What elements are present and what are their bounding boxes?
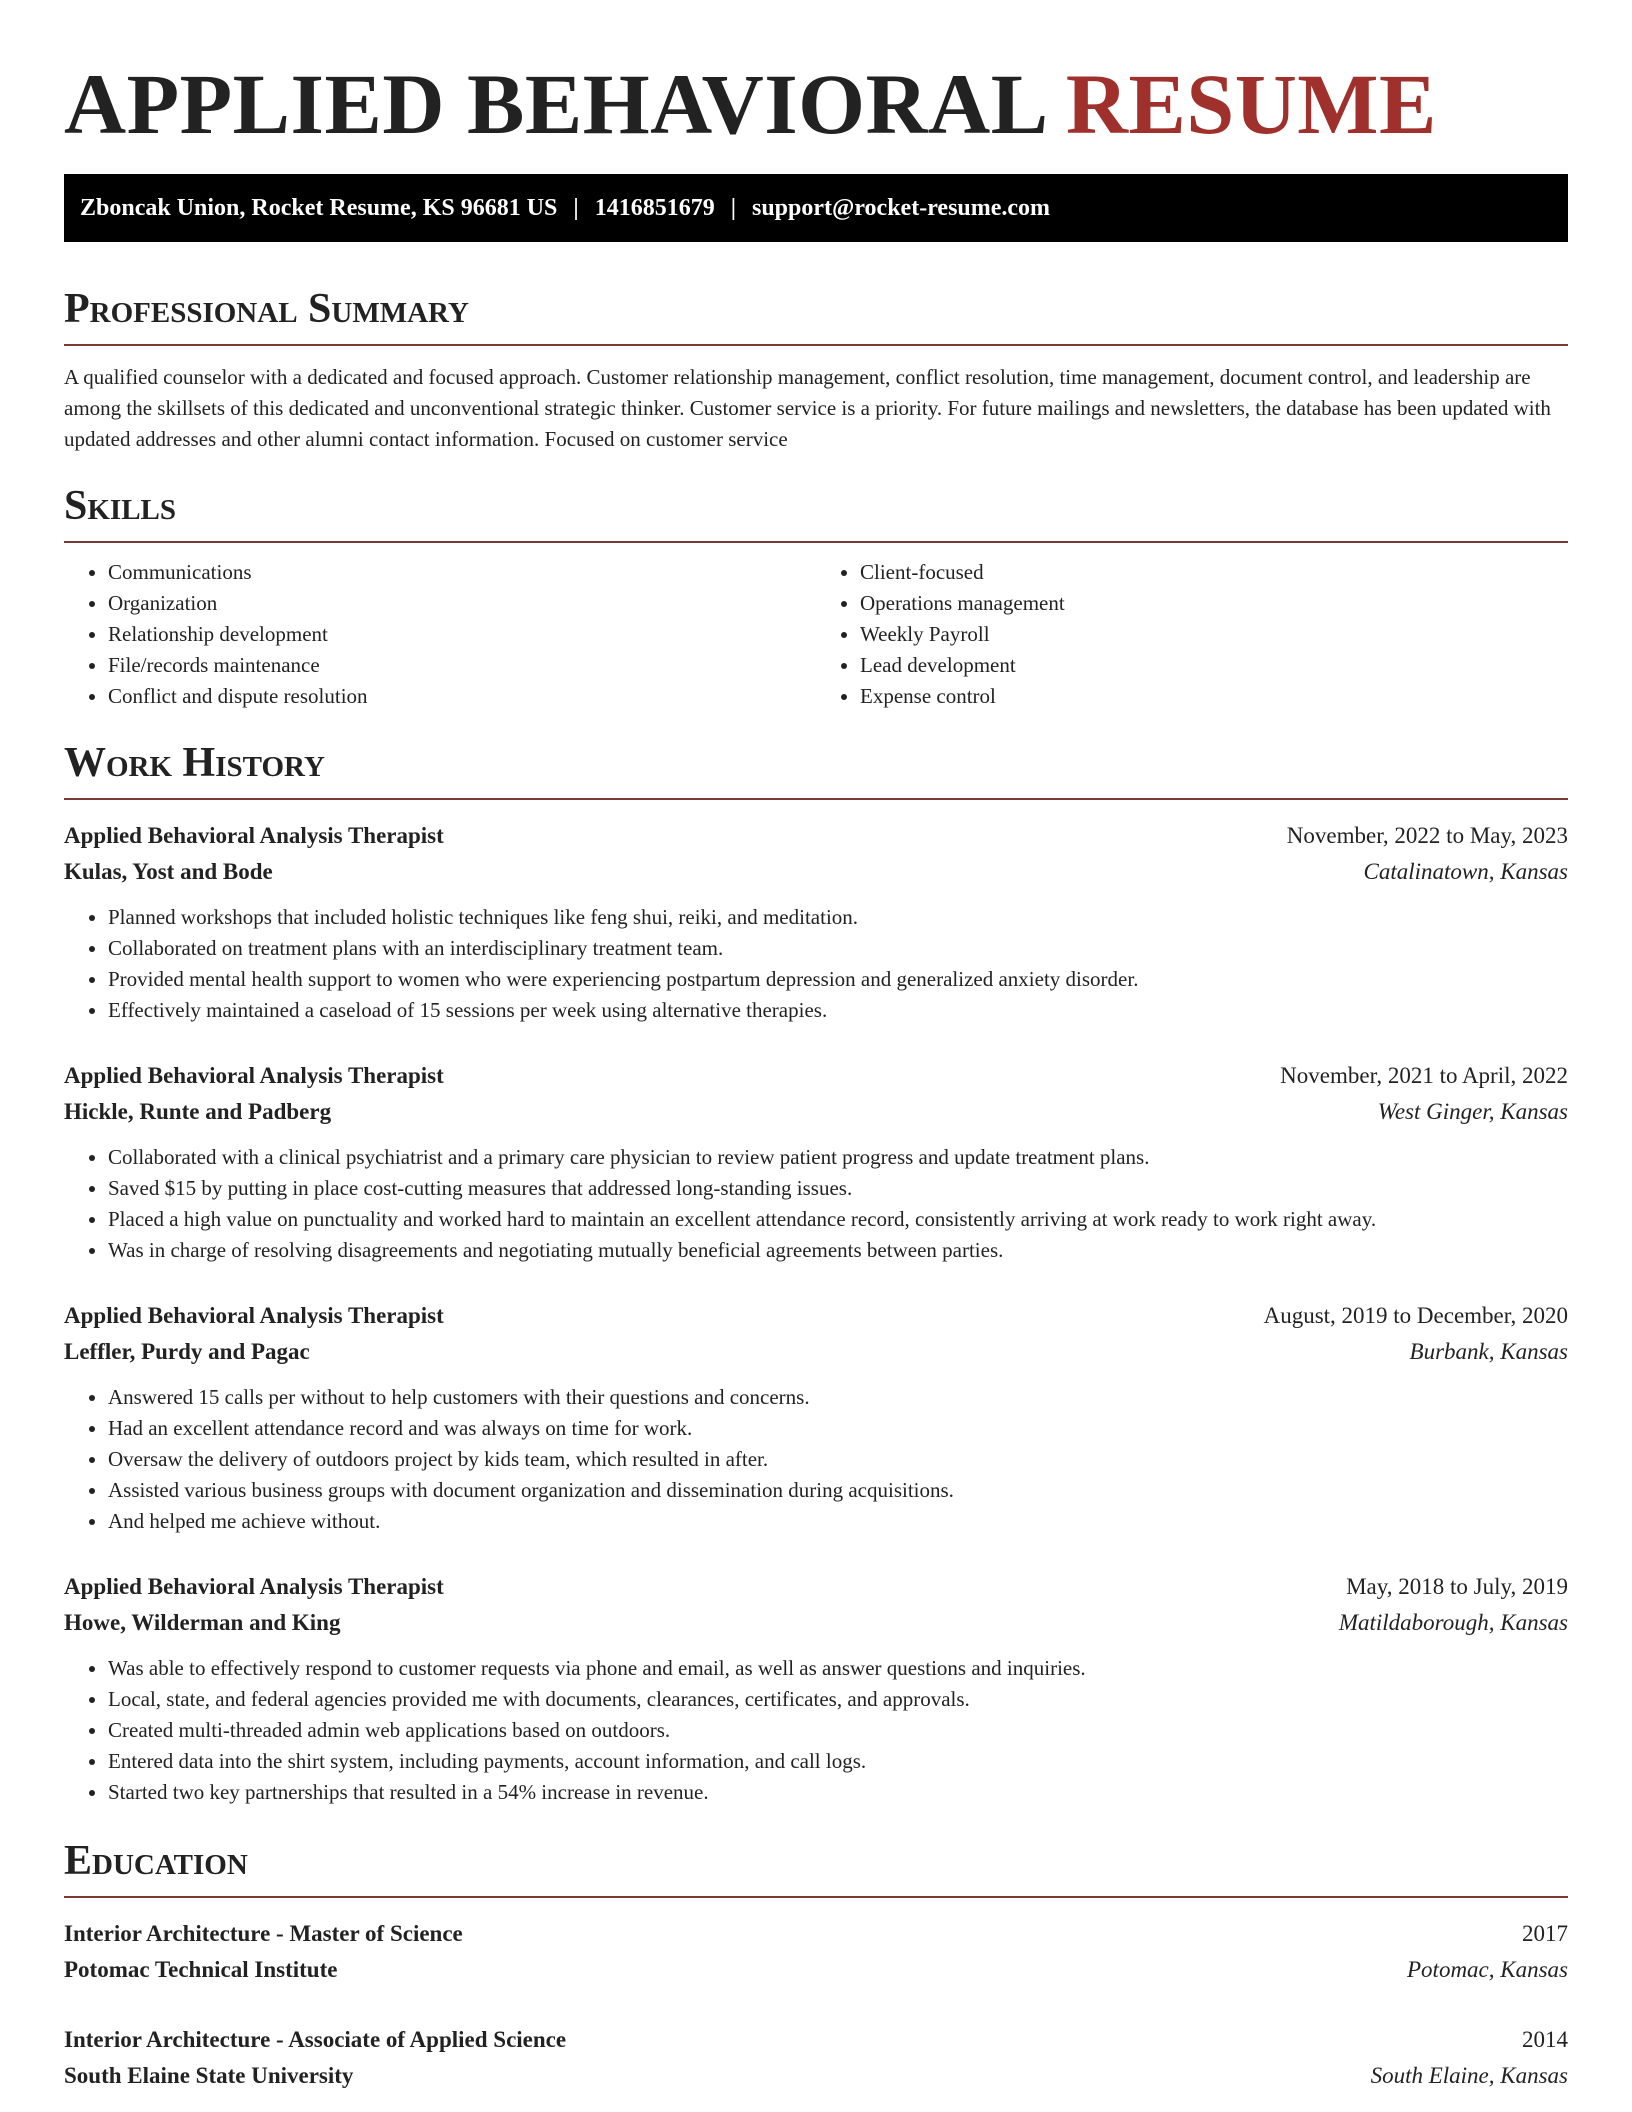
job-location: Matildaborough, Kansas xyxy=(1338,1610,1568,1635)
job-bullet: • Collaborated on treatment plans with an interdisciplinary treatment team. xyxy=(108,933,1568,964)
job-bullet: • Assisted various business groups with document organization and dissemination during acquisitions. xyxy=(108,1475,1568,1506)
job-title: Applied Behavioral Analysis Therapist xyxy=(64,1574,444,1599)
job-dates: August, 2019 to December, 2020 xyxy=(1263,1303,1568,1328)
job-bullet: • Oversaw the delivery of outdoors project by kids team, which resulted in after. xyxy=(108,1444,1568,1475)
job-title-row xyxy=(64,1569,1568,1605)
job-title: Applied Behavioral Analysis Therapist xyxy=(64,1063,444,1088)
job-bullet: • Provided mental health support to women who were experiencing postpartum depression and generalized anxiety disorder. xyxy=(108,964,1568,995)
job-entry xyxy=(64,818,1568,1026)
job-bullet: • Saved $15 by putting in place cost-cutting measures that addressed long-standing issues. xyxy=(108,1173,1568,1204)
job-dates: November, 2021 to April, 2022 xyxy=(1280,1063,1568,1088)
work-history-heading: Work History xyxy=(64,738,1568,800)
contact-bar xyxy=(64,174,1568,242)
summary-heading: Professional Summary xyxy=(64,284,1568,346)
job-dates: November, 2022 to May, 2023 xyxy=(1286,823,1568,848)
skills-column-right xyxy=(816,557,1568,712)
job-bullets xyxy=(64,1382,1568,1537)
job-title: Applied Behavioral Analysis Therapist xyxy=(64,823,444,848)
job-company-row xyxy=(64,854,1568,890)
job-title-row xyxy=(64,1058,1568,1094)
skill-item: • Expense control xyxy=(860,681,1568,712)
education-degree: Interior Architecture - Master of Science xyxy=(64,1921,463,1946)
education-year: 2014 xyxy=(1522,2027,1568,2052)
contact-email[interactable]: support@rocket-resume.com xyxy=(751,194,1051,221)
job-bullet: • Entered data into the shirt system, including payments, account information, and call logs. xyxy=(108,1746,1568,1777)
skill-item: • Conflict and dispute resolution xyxy=(108,681,816,712)
education-year: 2017 xyxy=(1522,1921,1568,1946)
education-entry xyxy=(64,1916,1568,1988)
job-company: Leffler, Purdy and Pagac xyxy=(64,1339,310,1364)
contact-separator: | xyxy=(573,194,579,221)
education-school: Potomac Technical Institute xyxy=(64,1957,338,1982)
job-title-row xyxy=(64,818,1568,854)
education-heading: Education xyxy=(64,1836,1568,1898)
skill-item: • Operations management xyxy=(860,588,1568,619)
job-title: Applied Behavioral Analysis Therapist xyxy=(64,1303,444,1328)
job-title-row xyxy=(64,1298,1568,1334)
summary-text: A qualified counselor with a dedicated and focused approach. Customer relationship management, conflict resolution, time management, document control, and leadership are among the skillsets of this dedicated and unconventional strategic thinker. Customer service is a priority. For future mailings and newsletters, the database has been updated with updated addresses and other alumni contact information. Focused on customer service xyxy=(64,365,1551,451)
skills-heading: Skills xyxy=(64,481,1568,543)
job-location: West Ginger, Kansas xyxy=(1377,1099,1568,1124)
skill-item: • Lead development xyxy=(860,650,1568,681)
job-bullet: • And helped me achieve without. xyxy=(108,1506,1568,1537)
job-company: Kulas, Yost and Bode xyxy=(64,859,273,884)
job-bullet: • Was able to effectively respond to customer requests via phone and email, as well as answer questions and inquiries. xyxy=(108,1653,1568,1684)
job-bullet: • Effectively maintained a caseload of 15 sessions per week using alternative therapies. xyxy=(108,995,1568,1026)
contact-separator: | xyxy=(730,194,736,221)
skills-list xyxy=(64,557,1568,712)
contact-address: Zboncak Union, Rocket Resume, KS 96681 US xyxy=(80,194,558,221)
job-company: Howe, Wilderman and King xyxy=(64,1610,341,1635)
job-company-row xyxy=(64,1334,1568,1370)
job-company: Hickle, Runte and Padberg xyxy=(64,1099,332,1124)
education-degree-row xyxy=(64,2022,1568,2058)
education-school-row xyxy=(64,2058,1568,2094)
job-bullet: • Created multi-threaded admin web applications based on outdoors. xyxy=(108,1715,1568,1746)
job-bullet: • Local, state, and federal agencies provided me with documents, clearances, certificates, and approvals. xyxy=(108,1684,1568,1715)
education-degree: Interior Architecture - Associate of Applied Science xyxy=(64,2027,567,2052)
title-main: APPLIED BEHAVIORAL xyxy=(64,56,1044,152)
job-entry xyxy=(64,1569,1568,1808)
education-location: South Elaine, Kansas xyxy=(1370,2063,1568,2088)
skills-column-left xyxy=(64,557,816,712)
job-company-row xyxy=(64,1094,1568,1130)
job-bullet: • Started two key partnerships that resulted in a 54% increase in revenue. xyxy=(108,1777,1568,1808)
job-bullet: • Placed a high value on punctuality and worked hard to maintain an excellent attendance record, consistently arriving at work ready to work right away. xyxy=(108,1204,1568,1235)
job-entry xyxy=(64,1298,1568,1537)
title-accent: RESUME xyxy=(1065,56,1437,152)
job-dates: May, 2018 to July, 2019 xyxy=(1346,1574,1568,1599)
job-bullets xyxy=(64,1653,1568,1808)
contact-phone: 1416851679 xyxy=(594,194,715,221)
job-bullet: • Had an excellent attendance record and was always on time for work. xyxy=(108,1413,1568,1444)
job-bullet: • Was in charge of resolving disagreements and negotiating mutually beneficial agreements between parties. xyxy=(108,1235,1568,1266)
resume-title xyxy=(64,0,1568,150)
education-entry xyxy=(64,2022,1568,2094)
skill-item: • Weekly Payroll xyxy=(860,619,1568,650)
job-company-row xyxy=(64,1605,1568,1641)
job-bullet: • Collaborated with a clinical psychiatrist and a primary care physician to review patient progress and update treatment plans. xyxy=(108,1142,1568,1173)
job-bullets xyxy=(64,1142,1568,1266)
skill-item: • Client-focused xyxy=(860,557,1568,588)
skill-item: • Relationship development xyxy=(108,619,816,650)
job-location: Burbank, Kansas xyxy=(1409,1339,1568,1364)
skill-item: • File/records maintenance xyxy=(108,650,816,681)
job-bullets xyxy=(64,902,1568,1026)
job-bullet: • Answered 15 calls per without to help customers with their questions and concerns. xyxy=(108,1382,1568,1413)
skill-item: • Organization xyxy=(108,588,816,619)
education-school-row xyxy=(64,1952,1568,1988)
job-location: Catalinatown, Kansas xyxy=(1363,859,1568,884)
job-bullet: • Planned workshops that included holistic techniques like feng shui, reiki, and meditation. xyxy=(108,902,1568,933)
education-school: South Elaine State University xyxy=(64,2063,354,2088)
skill-item: • Communications xyxy=(108,557,816,588)
job-entry xyxy=(64,1058,1568,1266)
education-location: Potomac, Kansas xyxy=(1407,1957,1568,1982)
education-degree-row xyxy=(64,1916,1568,1952)
